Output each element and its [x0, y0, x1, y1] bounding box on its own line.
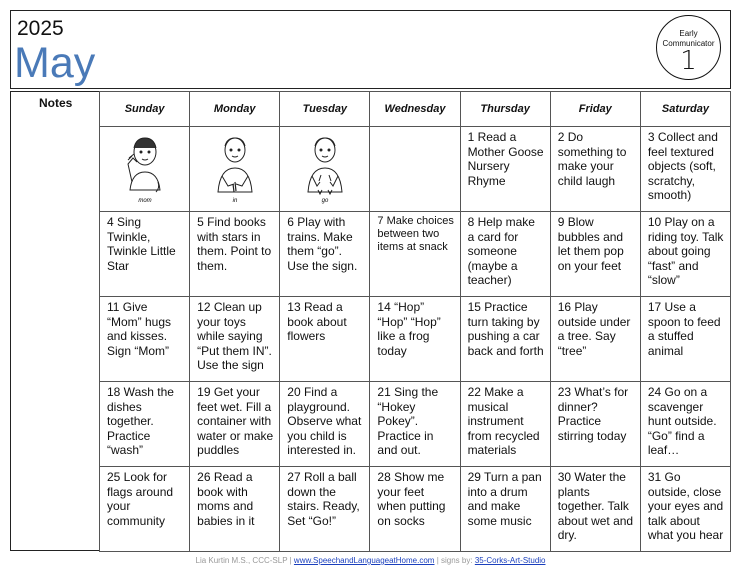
footer-signs-prefix: | signs by:	[436, 556, 473, 565]
day-activity: 27 Roll a ball down the stairs. Ready, Set “Go!”	[287, 470, 360, 528]
day-activity: 8 Help make a card for someone (maybe a teacher)	[467, 215, 535, 287]
month-title: May	[14, 39, 96, 87]
day-cell	[370, 382, 460, 467]
day-cell	[640, 127, 730, 212]
empty-cell	[370, 127, 460, 212]
day-cell	[280, 212, 370, 297]
day-cell	[460, 467, 550, 552]
footer-site-link[interactable]: www.SpeechandLanguageatHome.com	[293, 556, 435, 565]
badge-number: 1	[680, 46, 697, 76]
footer-author: Lia Kurtin M.S., CCC-SLP |	[195, 556, 292, 565]
day-cell	[550, 467, 640, 552]
day-cell	[550, 212, 640, 297]
day-cell	[280, 297, 370, 382]
day-activity: 18 Wash the dishes together. Practice “wash”	[107, 385, 174, 457]
day-activity: 26 Read a book with moms and babies in it	[197, 470, 255, 528]
day-activity: 29 Turn a pan into a drum and make some music	[467, 470, 542, 528]
calendar-week-row	[100, 297, 731, 382]
day-cell	[190, 467, 280, 552]
day-activity: 3 Collect and feel textured objects (soft, scratchy, smooth)	[647, 130, 718, 202]
sign-label-in: in	[232, 198, 238, 204]
day-cell	[100, 467, 190, 552]
day-activity: 13 Read a book about flowers	[287, 300, 347, 343]
notes-column	[10, 91, 100, 551]
sign-cell-in	[190, 127, 280, 212]
day-cell	[640, 212, 730, 297]
weekday-wednesday: Wednesday	[370, 92, 460, 127]
day-activity: 6 Play with trains. Make them “go”. Use the sign.	[287, 215, 358, 273]
sign-go-icon	[300, 130, 350, 206]
weekday-saturday: Saturday	[640, 92, 730, 127]
calendar-grid	[99, 91, 731, 552]
day-activity: 19 Get your feet wet. Fill a container with water or make puddles	[197, 385, 274, 457]
calendar-header	[10, 10, 731, 89]
sign-mom-icon	[120, 130, 170, 206]
day-cell	[370, 467, 460, 552]
day-activity: 23 What’s for dinner? Practice stirring today	[557, 385, 629, 443]
day-cell	[550, 127, 640, 212]
calendar-week-row	[100, 127, 731, 212]
weekday-monday: Monday	[190, 92, 280, 127]
sign-in-icon	[210, 130, 260, 206]
day-cell	[190, 382, 280, 467]
day-activity: 5 Find books with stars in them. Point to them.	[197, 215, 272, 273]
day-cell	[190, 212, 280, 297]
year-label: 2025	[17, 17, 64, 40]
day-activity: 11 Give “Mom” hugs and kisses. Sign “Mom”	[107, 300, 172, 358]
day-cell	[100, 382, 190, 467]
weekday-thursday: Thursday	[460, 92, 550, 127]
day-activity: 16 Play outside under a tree. Say “tree”	[557, 300, 631, 358]
day-cell	[370, 212, 460, 297]
day-activity: 25 Look for flags around your community	[107, 470, 174, 528]
day-cell	[640, 467, 730, 552]
day-cell	[100, 212, 190, 297]
day-activity: 7 Make choices between two items at snack	[377, 215, 454, 253]
calendar-week-row	[100, 212, 731, 297]
sign-label-mom: mom	[137, 198, 152, 204]
day-cell	[280, 467, 370, 552]
day-activity: 17 Use a spoon to feed a stuffed animal	[647, 300, 721, 358]
footer-signs-link[interactable]: 35-Corks-Art-Studio	[474, 556, 546, 565]
day-activity: 31 Go outside, close your eyes and talk about what you hear	[647, 470, 724, 542]
calendar-week-row	[100, 382, 731, 467]
day-activity: 15 Practice turn taking by pushing a car back and forth	[467, 300, 544, 358]
weekday-sunday: Sunday	[100, 92, 190, 127]
day-activity: 14 “Hop” “Hop” “Hop” like a frog today	[377, 300, 441, 358]
day-activity: 4 Sing Twinkle, Twinkle Little Star	[107, 215, 176, 273]
weekday-header-row	[100, 92, 731, 127]
day-cell	[460, 382, 550, 467]
day-activity: 10 Play on a riding toy. Talk about going “fast” and “slow”	[647, 215, 724, 287]
day-activity: 20 Find a playground. Observe what you child is interested in.	[287, 385, 362, 457]
sign-cell-go	[280, 127, 370, 212]
day-activity: 2 Do something to make your child laugh	[557, 130, 627, 188]
badge-line1: Early	[679, 29, 698, 38]
footer	[0, 556, 741, 565]
day-cell	[460, 127, 550, 212]
sign-label-go: go	[321, 198, 329, 204]
day-activity: 24 Go on a scavenger hunt outside. “Go” find a leaf…	[647, 385, 717, 457]
day-cell	[460, 297, 550, 382]
day-cell	[190, 297, 280, 382]
day-cell	[640, 382, 730, 467]
day-activity: 12 Clean up your toys while saying “Put them IN”. Use the sign	[197, 300, 272, 372]
badge-line2: Communicator	[662, 39, 715, 48]
day-cell	[460, 212, 550, 297]
day-cell	[370, 297, 460, 382]
day-cell	[550, 297, 640, 382]
day-cell	[550, 382, 640, 467]
day-activity: 30 Water the plants together. Talk about wet and dry.	[557, 470, 634, 542]
day-activity: 9 Blow bubbles and let them pop on your feet	[557, 215, 624, 273]
day-cell	[280, 382, 370, 467]
day-cell	[100, 297, 190, 382]
day-cell	[640, 297, 730, 382]
day-activity: 22 Make a musical instrument from recycled materials	[467, 385, 540, 457]
calendar-week-row	[100, 467, 731, 552]
level-badge	[656, 15, 721, 80]
weekday-friday: Friday	[550, 92, 640, 127]
weekday-tuesday: Tuesday	[280, 92, 370, 127]
day-activity: 1 Read a Mother Goose Nursery Rhyme	[467, 130, 544, 188]
sign-cell-mom	[100, 127, 190, 212]
day-activity: 28 Show me your feet when putting on socks	[377, 470, 446, 528]
notes-label: Notes	[39, 96, 73, 110]
day-activity: 21 Sing the “Hokey Pokey”. Practice in and out.	[377, 385, 439, 457]
